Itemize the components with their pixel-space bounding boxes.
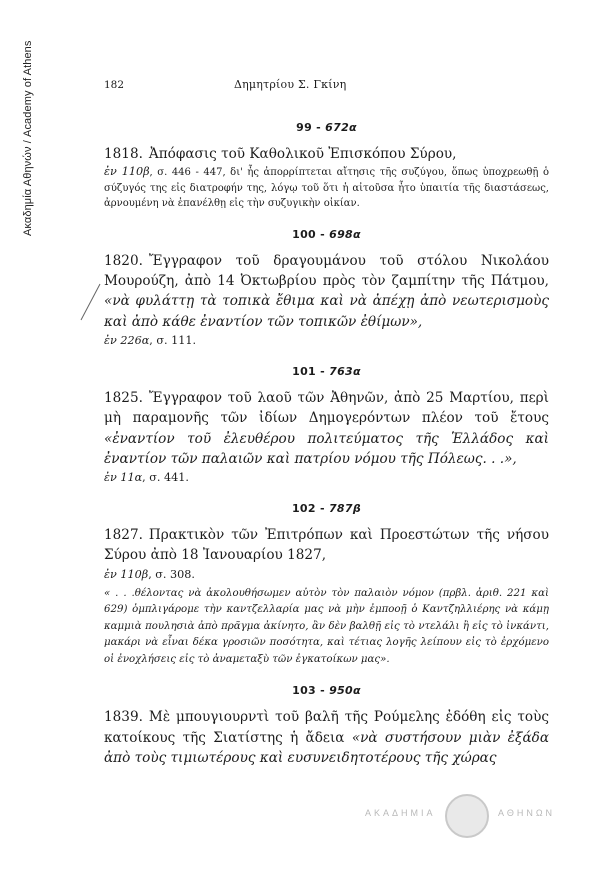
entry-body: Πρακτικὸν τῶν Ἐπιτρόπων καὶ Προεστώτων τῆς νήσου Σύρου ἀπὸ 18 Ἰανουαρίου 1827, <box>104 527 549 564</box>
section-suffix: 950α <box>329 684 361 698</box>
entry-101 <box>104 365 549 486</box>
entry-text <box>104 251 549 332</box>
entry-year: 1820. <box>104 252 143 269</box>
section-heading <box>104 684 549 697</box>
citation-ref: ἐν 110β <box>104 165 150 179</box>
section-heading <box>104 121 549 134</box>
citation-rest: , σ. 446 - 447, δι' ἧς ἀπορρίπτεται αἴτησις τῆς συζύγου, ὅπως ὑποχρεωθῇ ὁ σύζυγός της εἰς διατροφήν της, λόγῳ τοῦ ὅτι ἡ αἰτοῦσα ἦτο ὑπαιτία τῆς διαστάσεως, ἀρνουμένη νὰ ἐπανέλθῃ εἰς τὴν συζυγικὴν οἰκίαν. <box>104 167 549 210</box>
entry-body: Μὲ μπουγιουρντὶ τοῦ βαλῆ τῆς Ρούμελης ἐδόθη εἰς τοὺς κατοίκους τῆς Σιατίστης ἡ ἄδεια <box>104 709 549 746</box>
entry-citation <box>104 333 549 349</box>
citation-rest: , σ. 111. <box>149 333 197 347</box>
entry-quote: «νὰ φυλάττῃ τὰ τοπικὰ ἔθιμα καὶ νὰ ἀπέχῃ ἀπὸ νεωτερισμοὺς καὶ ἀπὸ κάθε ἐναντίον τῶν τοπικῶν ἐθίμων», <box>104 293 549 330</box>
entry-citation <box>104 470 549 486</box>
section-number: 99 - <box>296 121 326 134</box>
pencil-margin-mark <box>78 282 102 322</box>
entry-year: 1818. <box>104 146 143 162</box>
entry-year: 1827. <box>104 527 143 544</box>
entry-citation <box>104 567 549 583</box>
section-number: 103 - <box>292 684 330 698</box>
citation-rest: , σ. 308. <box>148 567 195 581</box>
entry-text <box>104 388 549 469</box>
section-heading <box>104 228 549 241</box>
section-heading <box>104 502 549 515</box>
section-number: 101 - <box>292 364 330 378</box>
entry-quote: «ἐναντίον τοῦ ἐλευθέρου πολιτεύματος τῆς Ἑλλάδος καὶ ἐναντίον τῶν παλαιῶν καὶ πατρίου νόμου τῆς Πόλεως. . .», <box>104 430 549 467</box>
entry-text <box>104 144 549 164</box>
entry-99 <box>104 121 549 212</box>
section-suffix: 763α <box>329 364 361 378</box>
document-page <box>104 78 549 784</box>
entry-102 <box>104 502 549 668</box>
archive-sidebar-label: Ακαδημία Αθηνών / Academy of Athens <box>22 40 34 236</box>
entry-103 <box>104 684 549 768</box>
entry-quote: «νὰ συστήσουν μιὰν ἐξάδα ἀπὸ τοὺς τιμιωτέρους καὶ ευσυνειδητοτέρους τῆς χώρας <box>104 729 550 766</box>
entry-text <box>104 707 549 768</box>
watermark-left-text: ΑΚΑΔΗΜΙΑ <box>365 808 436 818</box>
section-number: 100 - <box>292 227 330 241</box>
page-header <box>104 78 549 91</box>
watermark-right-text: ΑΘΗΝΩΝ <box>498 808 556 818</box>
entry-text <box>104 525 549 566</box>
citation-rest: , σ. 441. <box>142 471 189 485</box>
citation-ref: ἐν 226α <box>104 333 150 347</box>
running-title: Δημητρίου Σ. Γκίνη <box>234 78 347 91</box>
entry-citation <box>104 164 549 212</box>
section-suffix: 787β <box>328 502 362 516</box>
entry-body: Ἀπόφασις τοῦ Καθολικοῦ Ἐπισκόπου Σύρου, <box>148 146 457 162</box>
entry-100 <box>104 228 549 349</box>
academy-watermark <box>350 790 580 850</box>
academy-seal-icon <box>445 794 489 838</box>
section-heading <box>104 365 549 378</box>
entry-body: Ἔγγραφον τοῦ λαοῦ τῶν Ἀθηνῶν, ἀπὸ 25 Μαρτίου, περὶ μὴ παραμονῆς τῶν ἰδίων Δημογερόντων πλέον τοῦ ἔτους <box>104 389 549 427</box>
entry-year: 1825. <box>104 389 143 406</box>
section-suffix: 672α <box>325 121 357 134</box>
citation-ref: ἐν 110β <box>104 567 149 581</box>
page-number: 182 <box>104 79 125 91</box>
section-suffix: 698α <box>329 227 361 241</box>
citation-ref: ἐν 11α <box>104 471 143 485</box>
entry-extract: « . . .θέλοντας νὰ ἀκολουθήσωμεν αὐτὸν τὸν παλαιὸν νόμον (πρβλ. ἀριθ. 221 καὶ 629) ὁμπλιγάρομε τὴν καντζελλαρία μας νὰ μὴν ἐμποοῇ ὁ Καντζηλλιέρης νὰ κάμῃ καμμιὰ πουλησιὰ ἀπὸ πρᾶγμα ἀκίνητο, ἂν δὲν βαλθῇ εἰς τὸ ντελάλι ἢ εἰς τὸ ἰνκάντι, μακάρι νὰ εἶναι δέκα γροσιῶν ποσότητα, καὶ τέτιας λογῆς λείπουν εἰς τὸ ἐρχόμενο οἱ ἐνοχλήσεις εἰς τὸ ἀναμεταξὺ τῶν ἐγκατοίκων μας». <box>104 587 549 665</box>
section-number: 102 - <box>291 502 329 516</box>
entry-year: 1839. <box>104 709 143 726</box>
entry-body: Ἔγγραφον τοῦ δραγουμάνου τοῦ στόλου Νικολάου Μουρούζη, ἀπὸ 14 Ὀκτωβρίου πρὸς τὸν ζαμπίτην τῆς Πάτμου, <box>104 252 549 290</box>
